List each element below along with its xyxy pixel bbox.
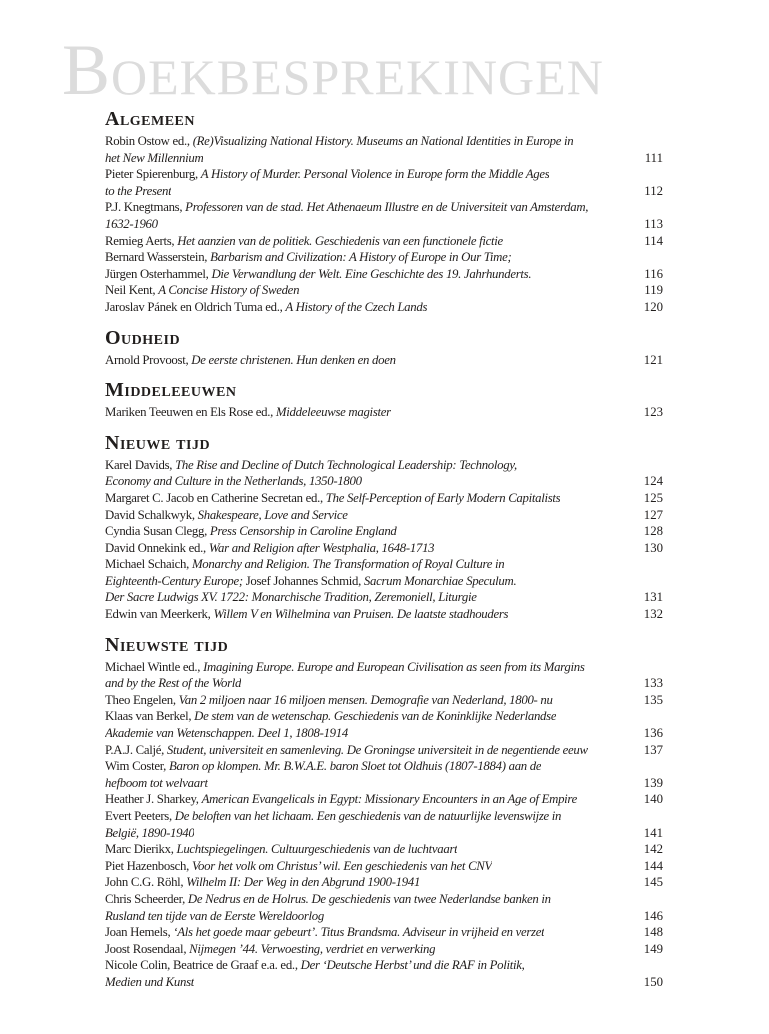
entry-author-segment: Mariken Teeuwen en Els Rose ed., [105,405,276,420]
toc-line [105,523,663,540]
entry-text [105,457,517,474]
entry-text [105,708,556,725]
entry-title-segment: Voor het volk om Christus’ wil. Een geschiedenis van het CNV [191,858,493,873]
entry-text [105,589,477,606]
entry-title-segment: Die Verwandlung der Welt. Eine Geschichte des 19. Jahrhunderts. [211,266,532,281]
toc-line [105,404,663,421]
entry-text [105,908,324,925]
entry-title-segment: American Evangelicals in Egypt: Missionary Encounters in an Age of Empire [201,792,578,807]
toc-section-algemeen [105,109,663,316]
entry-author-segment: Theo Engelen, [105,692,179,707]
toc-line [105,791,663,808]
toc-line [105,708,663,725]
table-of-contents [105,109,663,991]
page-number: 149 [643,941,663,956]
toc-line [105,233,663,250]
entry-title-segment: The Self-Perception of Early Modern Capitalists [325,490,561,505]
entry-text [105,523,397,540]
page-number: 131 [643,590,663,605]
toc-line [105,133,663,150]
toc-line [105,874,663,891]
entry-title-segment: Der ‘Deutsche Herbst’ und die RAF in Politik, [300,958,525,973]
entry-author-segment: Joan Hemels, [105,925,174,940]
entry-author-segment: P.J. Knegtmans, [105,200,186,215]
toc-line [105,216,663,233]
section-heading: Oudheid [105,326,181,349]
toc-line [105,957,663,974]
entry-title-segment: ‘Als het goede maar gebeurt’. Titus Brandsma. Adviseur in vrijheid en verzet [173,925,545,940]
entry-text [105,249,511,266]
entry-title-segment: Akademie van Wetenschappen. Deel 1, 1808-1914 [105,726,348,741]
entry-title-segment: Professoren van de stad. Het Athenaeum Illustre en de Universiteit van Amsterdam, [185,200,589,215]
toc-line [105,606,663,623]
entry-title-segment: België, 1890-1940 [105,825,195,840]
entry-title-segment: Rusland ten tijde van de Eerste Wereldoorlog [105,908,324,923]
entry-text [105,473,362,490]
page-number: 120 [643,299,663,314]
page-number: 140 [643,792,663,807]
entry-author-segment: Joost Rosendaal, [105,941,190,956]
toc-line [105,507,663,524]
entry-title-segment: Der Sacre Ludwigs XV. 1722: Monarchische Tradition, Zeremoniell, Liturgie [105,590,477,605]
entry-title-segment: het New Millennium [105,150,204,165]
entry-author-segment: Robin Ostow ed., [105,134,193,148]
entry-text [105,974,194,991]
entry-text [105,758,541,775]
entry-title-segment: Middeleeuwse magister [275,405,391,420]
page-number: 116 [644,266,663,281]
entry-title-segment: Luchtspiegelingen. Cultuurgeschiedenis van de luchtvaart [176,842,458,857]
toc-section-nieuwe-tijd [105,433,663,623]
entry-text [105,299,427,316]
toc-line [105,808,663,825]
section-heading: Nieuwste tijd [105,633,229,656]
section-heading: Algemeen [105,108,196,130]
entry-author-segment: Wim Coster, [105,759,169,774]
entry-title-segment: Eighteenth-Century Europe; [105,573,243,588]
entry-author-segment: Remieg Aerts, [105,233,178,248]
entry-author-segment: Jaroslav Pánek en Oldrich Tuma ed., [105,299,286,314]
toc-line [105,249,663,266]
entry-text [105,659,585,676]
entry-author-segment: David Schalkwyk, [105,507,198,522]
entry-title-segment: A Concise History of Sweden [158,283,300,298]
entry-title-segment: Nijmegen ’44. Verwoesting, verdriet en verwerking [189,941,436,956]
entry-text [105,891,551,908]
section-heading: Nieuwe tijd [105,431,211,454]
entry-title-segment: and by the Rest of the World [105,676,242,691]
entry-title-segment: Medien und Kunst [105,974,195,989]
entry-text [105,791,577,808]
entry-title-segment: De stem van de wetenschap. Geschiedenis van de Koninklijke Nederlandse [194,709,557,724]
entry-title-segment: The Rise and Decline of Dutch Technological Leadership: Technology, [175,457,517,472]
entry-text [105,507,348,524]
toc-line [105,556,663,573]
page-number: 148 [643,925,663,940]
entry-text [105,725,348,742]
entry-title-segment: Het aanzien van de politiek. Geschiedenis van een functionele fictie [177,233,503,248]
entry-author-segment: Piet Hazenbosch, [105,858,192,873]
entry-text [105,825,194,842]
entry-author-segment: Jürgen Osterhammel, [105,266,212,281]
toc-line [105,891,663,908]
entry-text [105,841,457,858]
toc-line [105,199,663,216]
entry-author-segment: Michael Wintle ed., [105,659,204,674]
page-number: 119 [644,283,663,298]
page-number: 113 [644,216,663,231]
page-number: 146 [643,908,663,923]
toc-section-oudheid [105,328,663,369]
page-number: 125 [643,490,663,505]
entry-author-segment: Michael Schaich, [105,557,192,572]
entry-author-segment: Edwin van Meerkerk, [105,607,214,622]
toc-line [105,183,663,200]
entry-title-segment: Baron op klompen. Mr. B.W.A.E. baron Sloet tot Oldhuis (1807-1884) aan de [168,759,542,774]
toc-line [105,540,663,557]
toc-line [105,692,663,709]
toc-line [105,166,663,183]
entry-title-segment: A History of the Czech Lands [285,299,428,314]
page-number: 141 [643,825,663,840]
entry-title-segment: Monarchy and Religion. The Transformation of Royal Culture in [191,557,505,572]
page-number: 112 [644,183,663,198]
entry-title-segment: Willem V en Wilhelmina van Pruisen. De laatste stadhouders [213,607,509,622]
page-number: 145 [643,875,663,890]
entry-author-segment: Arnold Provoost, [105,352,192,367]
entry-author-segment: John C.G. Röhl, [105,875,187,890]
page-number: 130 [643,540,663,555]
page-number: 111 [644,150,663,165]
page-number: 114 [644,233,663,248]
entry-title-segment: hefboom tot welvaart [105,775,208,790]
toc-line [105,725,663,742]
page-number: 123 [643,405,663,420]
entry-text [105,150,203,167]
toc-line [105,659,663,676]
entry-title-segment: A History of Murder. Personal Violence in Europe form the Middle Ages [200,167,550,182]
entry-text [105,166,549,183]
toc-line [105,742,663,759]
entry-text [105,957,525,974]
entry-text [105,874,420,891]
page-number: 121 [643,352,663,367]
entry-text [105,556,504,573]
toc-line [105,758,663,775]
page-number: 139 [643,775,663,790]
entry-author-segment: Evert Peeters, [105,809,175,823]
entry-text [105,490,560,507]
entry-text [105,540,434,557]
toc-line [105,490,663,507]
entry-title-segment: Barbarism and Civilization: A History of Europe in Our Time; [210,250,512,265]
entry-author-segment: Heather J. Sharkey, [105,792,202,807]
toc-section-middeleeuwen [105,380,663,421]
toc-line [105,974,663,991]
entry-title-segment: Wilhelm II: Der Weg in den Abgrund 1900-1941 [186,875,421,890]
entry-title-segment: Van 2 miljoen naar 16 miljoen mensen. Demografie van Nederland, 1800- nu [178,692,553,707]
entry-title-segment: Sacrum Monarchiae Speculum. [363,573,517,588]
section-heading: Middeleeuwen [105,379,237,402]
toc-line [105,858,663,875]
entry-text [105,233,503,250]
toc-line [105,573,663,590]
entry-author-segment: Nicole Colin, Beatrice de Graaf e.a. ed., [105,958,301,973]
entry-text [105,675,241,692]
toc-line [105,924,663,941]
toc-line [105,282,663,299]
entry-text [105,133,573,150]
toc-line [105,352,663,369]
toc-line [105,473,663,490]
toc-line [105,841,663,858]
page-title: Boekbesprekingen [62,30,604,110]
entry-author-segment: Neil Kent, [105,283,159,298]
entry-text [105,606,508,623]
entry-author-segment: David Onnekink ed., [105,540,209,555]
page-number: 124 [643,474,663,489]
entry-author-segment: Margaret C. Jacob en Catherine Secretan ed., [105,490,326,505]
page-number: 132 [643,607,663,622]
page-number: 127 [643,507,663,522]
entry-title-segment: (Re)Visualizing National History. Museums an National Identities in Europe in [192,134,574,148]
entry-text [105,692,553,709]
entry-text [105,573,516,590]
entry-title-segment: to the Present [105,183,172,198]
entry-text [105,742,588,759]
page-number: 137 [643,742,663,757]
entry-title-segment: De Nedrus en de Holrus. De geschiedenis van twee Nederlandse banken in [187,891,551,906]
toc-line [105,825,663,842]
entry-text [105,216,158,233]
entry-author-segment: Karel Davids, [105,457,176,472]
toc-line [105,675,663,692]
entry-author-segment: Chris Scheerder, [105,891,188,906]
entry-text [105,858,492,875]
entry-text [105,282,299,299]
toc-line [105,457,663,474]
entry-author-segment: Bernard Wasserstein, [105,250,211,265]
toc-line [105,589,663,606]
page-number: 150 [643,974,663,989]
toc-line [105,908,663,925]
toc-line [105,299,663,316]
page-number: 135 [643,692,663,707]
entry-author-segment: Cyndia Susan Clegg, [105,524,210,539]
page-number: 142 [643,842,663,857]
entry-title-segment: Student, universiteit en samenleving. De Groningse universiteit in de negentiende eeuw [166,742,588,757]
entry-title-segment: Economy and Culture in the Netherlands, 1350-1800 [105,474,362,489]
entry-author-segment: Pieter Spierenburg, [105,167,201,182]
entry-text [105,404,391,421]
entry-text [105,808,561,825]
page-number: 144 [643,858,663,873]
toc-line [105,266,663,283]
entry-author-segment: Marc Dierikx, [105,842,177,857]
entry-text [105,775,208,792]
toc-section-nieuwste-tijd [105,635,663,991]
entry-title-segment: War and Religion after Westphalia, 1648-1713 [208,540,435,555]
toc-line [105,775,663,792]
entry-title-segment: De eerste christenen. Hun denken en doen [191,352,396,367]
entry-title-segment: 1632-1960 [105,216,158,231]
toc-line [105,150,663,167]
entry-text [105,266,531,283]
toc-line [105,941,663,958]
entry-title-segment: Imagining Europe. Europe and European Civilisation as seen from its Margins [203,659,585,674]
entry-title-segment: Press Censorship in Caroline England [209,524,397,539]
entry-text [105,183,171,200]
entry-text [105,924,544,941]
page-number: 133 [643,676,663,691]
entry-title-segment: Shakespeare, Love and Service [197,507,348,522]
entry-author-segment: Josef Johannes Schmid, [242,573,364,588]
entry-author-segment: Klaas van Berkel, [105,709,195,724]
page-number: 128 [643,524,663,539]
page-number: 136 [643,726,663,741]
entry-text [105,352,396,369]
entry-title-segment: De beloften van het lichaam. Een geschiedenis van de natuurlijke levenswijze in [174,809,562,823]
entry-author-segment: P.A.J. Caljé, [105,742,167,757]
entry-text [105,941,435,958]
entry-text [105,199,588,216]
